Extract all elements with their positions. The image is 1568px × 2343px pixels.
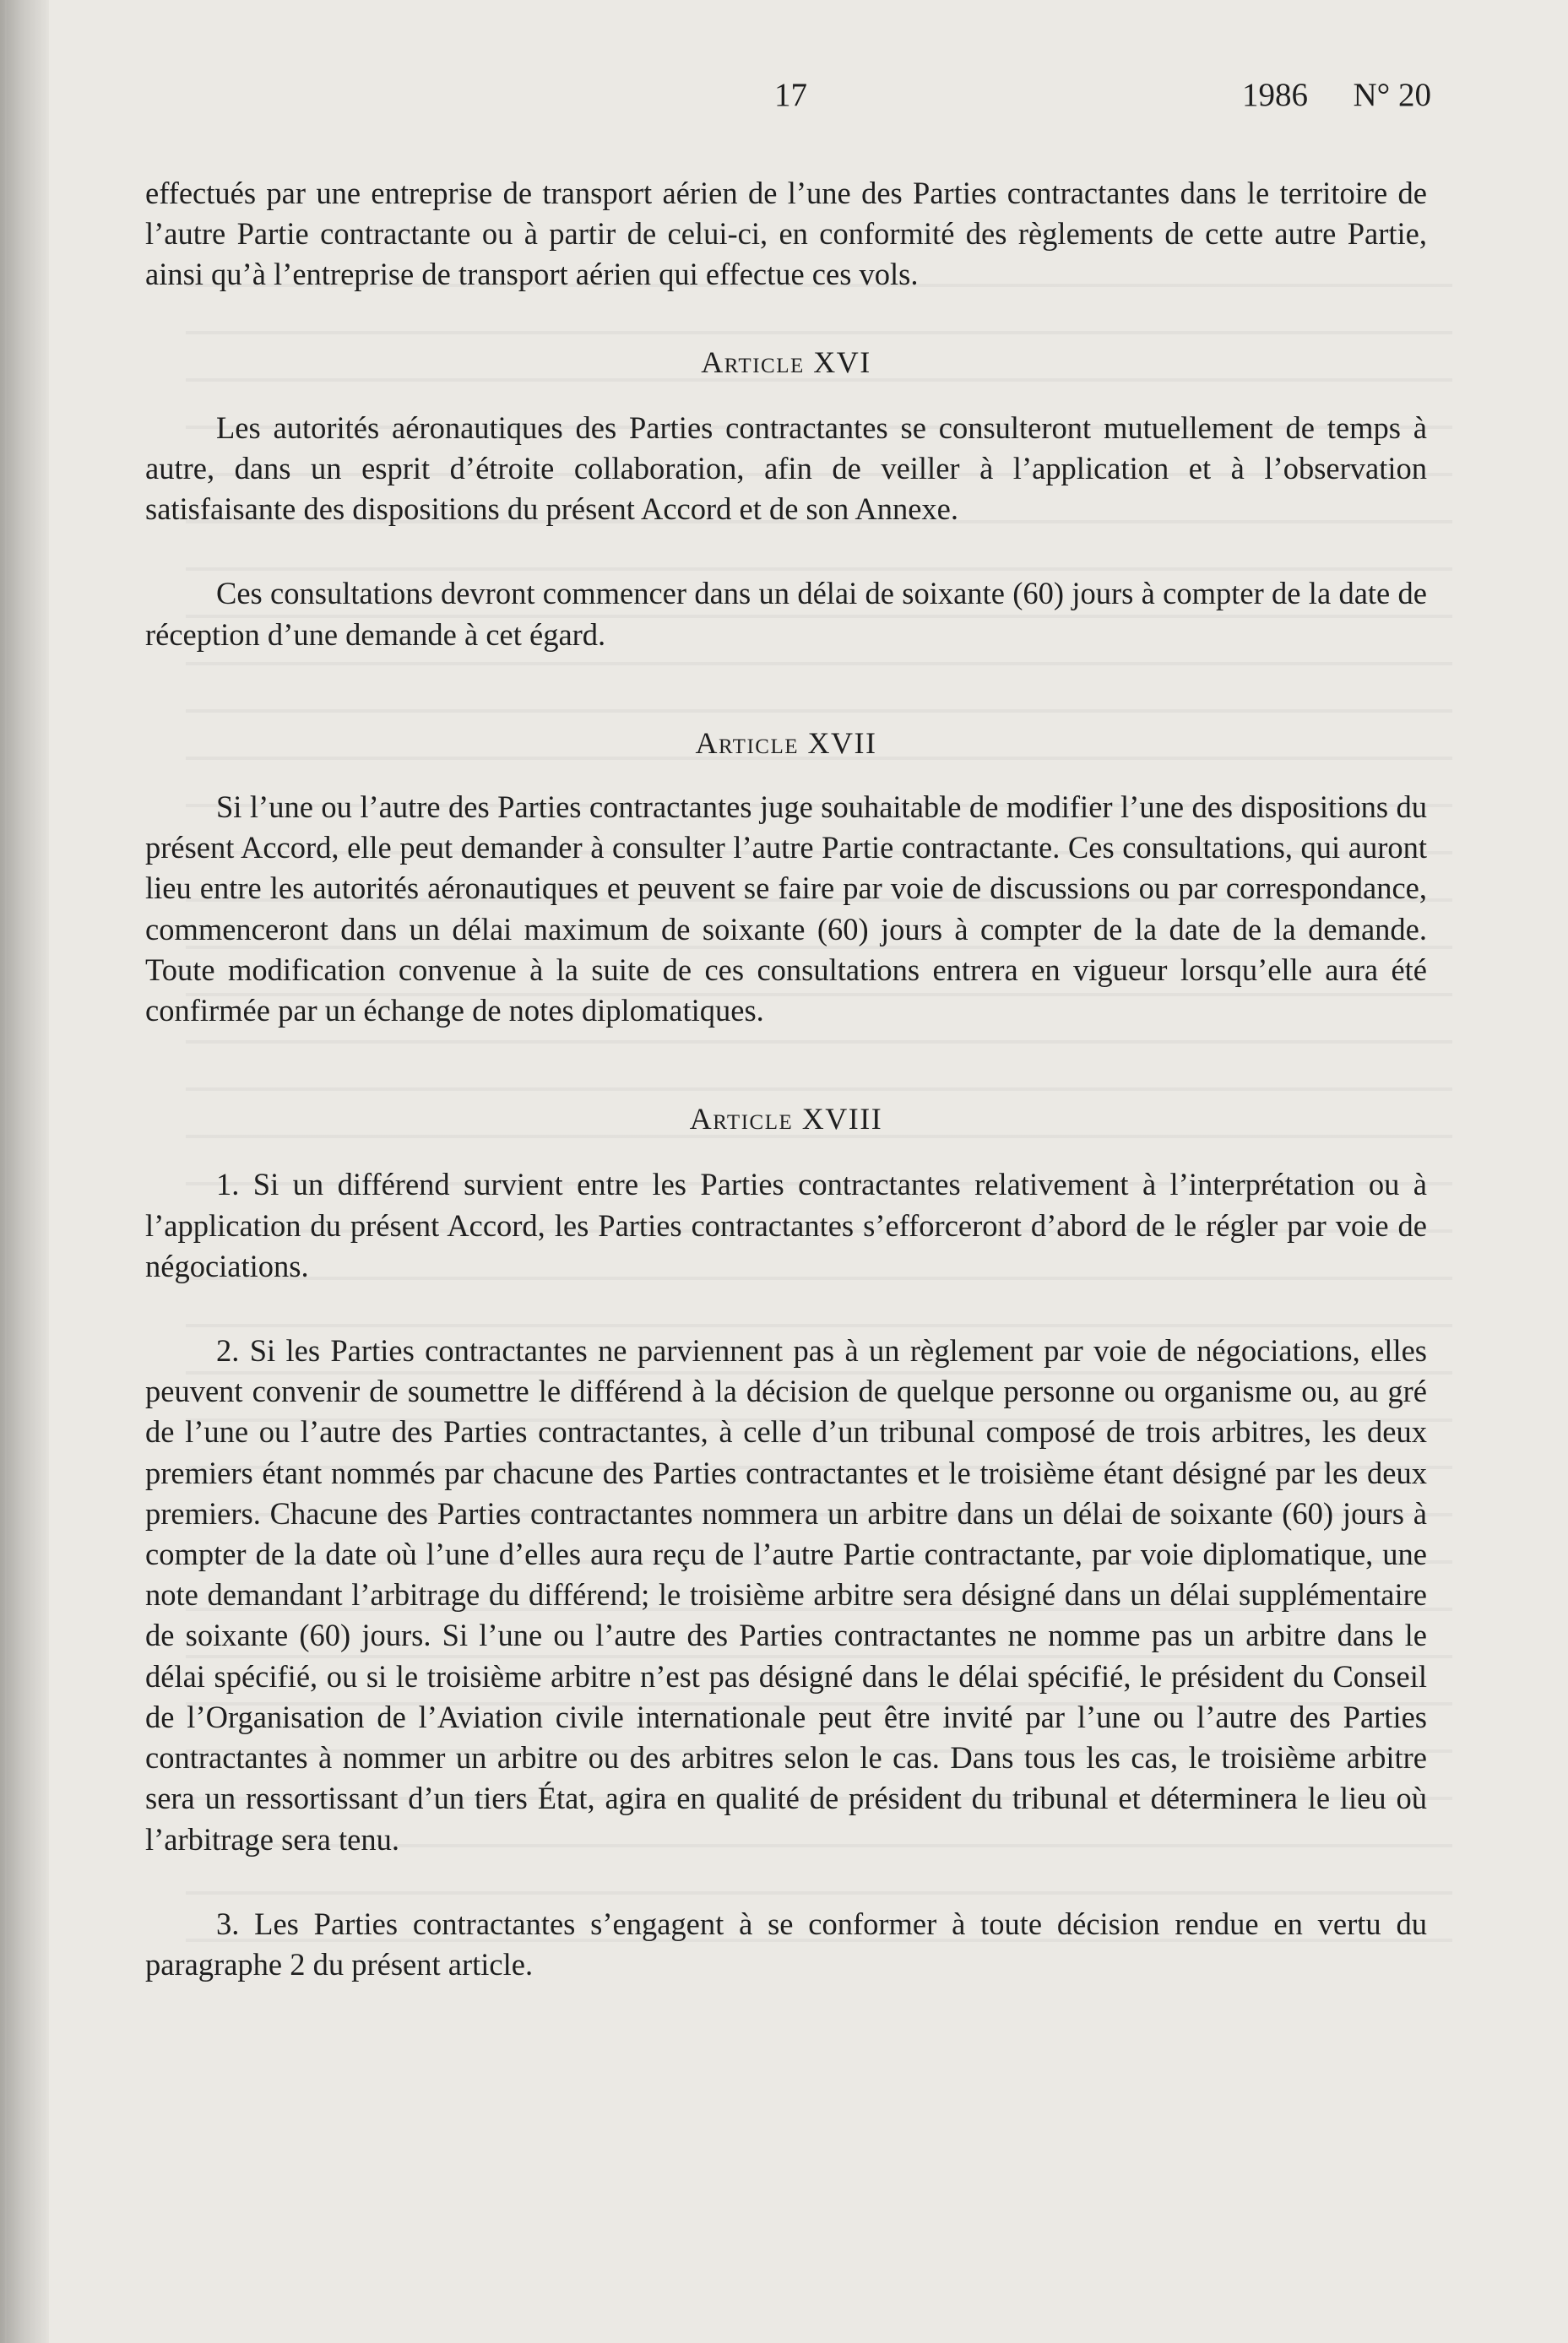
article-18-paragraph-3: 3. Les Parties contractantes s’engagent à se conformer à toute décision rendue en vertu du paragraphe 2 du présent article.: [145, 1906, 1427, 1982]
intro-paragraph: effectués par une entreprise de transport aérien de l’une des Parties contractantes dans le territoire de l’autre Partie contractante ou à partir de celui-ci, en conformité des règlements de cette autre Partie, ainsi qu’à l’entreprise de transport aérien qui effectue ces vols.: [145, 176, 1427, 292]
article-16-paragraph-2: Ces consultations devront commencer dans un délai de soixante (60) jours à compter de la date de réception d’une demande à cet égard.: [145, 576, 1427, 652]
page-header: [148, 76, 1431, 118]
page-number: 17: [774, 77, 807, 113]
article-16-paragraph-1: Les autorités aéronautiques des Parties contractantes se consulteront mutuellement de temps à autre, dans un esprit d’étroite collaboration, afin de veiller à l’application et à l’observation satisfaisante des dispositions du présent Accord et de son Annexe.: [145, 409, 1427, 527]
article-18-paragraph-2: 2. Si les Parties contractantes ne parviennent pas à un règlement par voie de négociations, elles peuvent convenir de soumettre le différend à la décision de quelque personne ou organisme ou, au gré de l’une ou l’autre des Parties contractantes, à celle d’un tribunal composé de trois arbitres, les deux premiers étant nommés par chacune des Parties contractantes et le troisième étant désigné par les deux premiers. Chacune des Parties contractantes nommera un arbitre dans un délai de soixante (60) jours à compter de la date où l’une d’elles aura reçu de l’autre Partie contractante, par voie diplomatique, une note demandant l’arbitrage du différend; le troisième arbitre sera désigné dans un délai supplémentaire de soixante (60) jours. Si l’une ou l’autre des Parties contractantes ne nomme pas un arbitre dans le délai spécifié, ou si le troisième arbitre n’est pas désigné dans le délai spécifié, le président du Conseil de l’Organisation de l’Aviation civile internationale peut être invité par l’une ou l’autre des Parties contractantes à nommer un arbitre ou des arbitres selon le cas. Dans tous les cas, le troisième arbitre sera un ressortissant d’un tiers État, agira en qualité de président du tribunal et déterminera le lieu où l’arbitrage sera tenu.: [145, 1333, 1427, 1857]
article-16-heading: Article XVI: [701, 344, 871, 379]
header-year: 1986: [1242, 77, 1308, 113]
article-17-heading: Article XVII: [695, 725, 877, 760]
article-18-paragraph-1: 1. Si un différend survient entre les Parties contractantes relativement à l’interprétation ou à l’application du présent Accord, les Parties contractantes s’efforceront d’abord de le régler par voie de négociations.: [145, 1167, 1427, 1283]
article-18-heading: Article XVIII: [689, 1102, 883, 1136]
header-doc-number: N° 20: [1353, 77, 1431, 113]
binding-shadow: [0, 0, 49, 2343]
article-17-paragraph-1: Si l’une ou l’autre des Parties contractantes juge souhaitable de modifier l’une des dispositions du présent Accord, elle peut demander à consulter l’autre Partie contractante. Ces consultations, qui auront lieu entre les autorités aéronautiques et peuvent se faire par voie de discussions ou par correspondance, commenceront dans un délai maximum de soixante (60) jours à compter de la date de la demande. Toute modification convenue à la suite de ces consultations entrera en vigueur lorsqu’elle aura été confirmée par un échange de notes diplomatiques.: [145, 789, 1427, 1028]
page-body: [145, 173, 1427, 1985]
